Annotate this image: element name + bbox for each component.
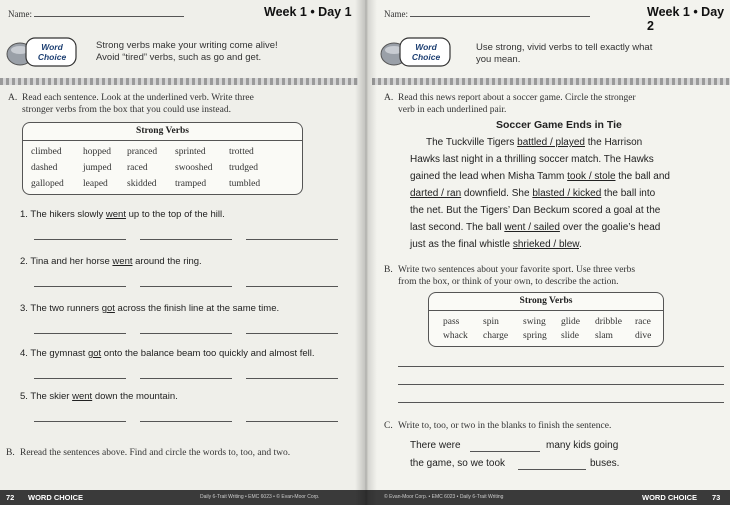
story-text: . [578,239,582,250]
week-day-title: Week 1 • Day 2 [647,5,725,33]
verb-word: spring [523,331,547,341]
answer-line[interactable] [34,239,126,240]
verb-pair[interactable]: battled / played [517,137,585,148]
sentence-item [20,391,178,402]
news-story [410,134,728,253]
story-text: downfield. She [461,188,533,199]
sentence-item [20,348,315,359]
section-a-instructions: Read each sentence. Look at the underlined verb. Write three stronger verbs from the box that you could use instead. [22,93,254,115]
verb-word: race [635,317,651,327]
box-title: Strong Verbs [136,126,189,136]
name-label: Name: [8,9,32,19]
verb-word: sprinted [175,147,206,157]
answer-line[interactable] [398,384,724,385]
section-a-label: A. [384,93,394,103]
answer-line[interactable] [34,378,126,379]
story-line [410,219,728,236]
header-band [0,78,358,85]
right-page [366,0,730,505]
verb-word: pass [443,317,460,327]
fill-blank[interactable] [518,469,586,470]
fill-blank[interactable] [470,451,540,452]
verb-word: charge [483,331,509,341]
story-text: The Tuckville Tigers [426,137,518,148]
verb-word: hopped [83,147,111,157]
section-a-instructions: Read this news report about a soccer game. Circle the stronger verb in each underlined pair. [398,93,636,115]
name-line[interactable] [34,16,184,17]
answer-line[interactable] [246,421,338,422]
underlined-verb: went [72,391,93,402]
story-title: Soccer Game Ends in Tie [496,119,622,131]
answer-line[interactable] [246,239,338,240]
footer-bar [366,490,730,505]
answer-line[interactable] [398,366,724,367]
section-b-label: B. [6,448,15,458]
underlined-verb: got [87,348,102,359]
sentence-text: around the ring. [132,256,202,267]
verb-pair[interactable]: took / stole [567,171,616,182]
verb-pair[interactable]: darted / ran [410,188,462,199]
box-divider [429,310,663,311]
verb-pair[interactable]: blasted / kicked [532,188,602,199]
underlined-verb: went [105,209,126,220]
story-text: the ball and [615,171,670,182]
fill-text: the game, so we took [410,458,506,469]
verb-word: glide [561,317,580,327]
verb-word: skidded [127,179,157,189]
section-b-instructions: Write two sentences about your favorite sport. Use three verbs from the box, or think of your own, to describe the action. [398,265,636,287]
intro-text: Use strong, vivid verbs to tell exactly what you mean. [476,42,653,65]
story-line [410,168,728,185]
story-text: the Harrison [584,137,643,148]
sentence-text: 5. The skier [20,391,73,402]
verb-word: trotted [229,147,254,157]
section-c-label: C. [384,421,393,431]
sentence-text: 4. The gymnast [20,348,88,359]
story-text: gained the lead when Misha Tamm [410,171,568,182]
answer-line[interactable] [140,421,232,422]
story-line [410,134,728,151]
section-c-instructions: Write to, too, or two in the blanks to finish the sentence. [398,421,612,431]
answer-line[interactable] [140,333,232,334]
verb-word: swing [523,317,546,327]
verb-pair[interactable]: shrieked / blew [512,239,579,250]
story-line [410,185,728,202]
verb-word: climbed [31,147,62,157]
sentence-text: 2. Tina and her horse [20,256,113,267]
badge-line-2: Choice [411,52,441,62]
week-day-title: Week 1 • Day 1 [264,5,352,19]
answer-line[interactable] [34,421,126,422]
verb-word: spin [483,317,499,327]
sentence-text: up to the top of the hill. [125,209,225,220]
intro-text: Strong verbs make your writing come alive! Avoid “tired” verbs, such as go and get. [96,40,278,63]
answer-line[interactable] [140,286,232,287]
badge-line-2: Choice [37,52,67,62]
answer-line[interactable] [34,286,126,287]
footer-credit: © Evan-Moor Corp. • EMC 6023 • Daily 6-Trait Writing [384,494,504,500]
strong-verbs-box [428,292,664,347]
verb-word: tramped [175,179,207,189]
sentence-text: down the mountain. [92,391,178,402]
sentence-text: across the finish line at the same time. [114,303,280,314]
verb-word: tumbled [229,179,261,189]
section-b-label: B. [384,265,393,275]
underlined-verb: got [101,303,115,314]
story-text: the net. But the Tigers’ Dan Beckum scored a goal at the [410,205,661,216]
verb-word: whack [443,331,468,341]
verb-word: slide [561,331,579,341]
answer-line[interactable] [398,402,724,403]
fill-text: buses. [590,458,620,469]
box-divider [23,140,302,141]
story-line [410,202,728,219]
story-line [410,236,728,253]
story-text: over the goalie’s head [559,222,661,233]
verb-word: dribble [595,317,622,327]
story-text: last second. The ball [410,222,505,233]
name-line[interactable] [410,16,590,17]
sentence-item [20,209,225,220]
story-text: the ball into [601,188,656,199]
sentence-item [20,256,202,267]
section-a-label: A. [8,93,18,103]
verb-pair[interactable]: went / sailed [504,222,560,233]
word-choice-badge [4,32,82,74]
verb-word: swooshed [175,163,213,173]
verb-word: raced [127,163,148,173]
page-number: 73 [712,493,721,502]
story-text: Hawks last night in a thrilling soccer match. The Hawks [410,154,654,165]
strong-verbs-box [22,122,303,195]
verb-word: dive [635,331,652,341]
verb-word: jumped [83,163,112,173]
footer-title: WORD CHOICE [642,493,697,502]
answer-line[interactable] [246,333,338,334]
section-b-instructions: Reread the sentences above. Find and circle the words to, too, and two. [20,448,291,458]
sentence-text: onto the balance beam too quickly and almost fell. [101,348,315,359]
footer-credit: Daily 6-Trait Writing • EMC 6023 • © Evan-Moor Corp. [200,494,320,500]
story-text: just as the final whistle [410,239,513,250]
answer-line[interactable] [246,286,338,287]
badge-line-1: Word [415,42,437,52]
underlined-verb: went [112,256,133,267]
fill-text: There were [410,440,461,451]
verb-word: galloped [31,179,64,189]
word-choice-badge [378,32,456,74]
story-line [410,151,728,168]
badge-line-1: Word [41,42,63,52]
answer-line[interactable] [140,239,232,240]
footer-bar [0,490,366,505]
answer-line[interactable] [246,378,338,379]
verb-word: slam [595,331,613,341]
sentence-item [20,303,279,314]
footer-title: WORD CHOICE [28,493,83,502]
verb-word: pranced [127,147,158,157]
name-label: Name: [384,9,408,19]
verb-word: leaped [83,179,108,189]
answer-line[interactable] [34,333,126,334]
sentence-text: 1. The hikers slowly [20,209,106,220]
answer-line[interactable] [140,378,232,379]
sentence-text: 3. The two runners [20,303,102,314]
header-band [372,78,730,85]
box-title: Strong Verbs [519,296,573,306]
page-number: 72 [6,493,15,502]
fill-text: many kids going [546,440,619,451]
verb-word: trudged [229,163,259,173]
verb-word: dashed [31,163,58,173]
